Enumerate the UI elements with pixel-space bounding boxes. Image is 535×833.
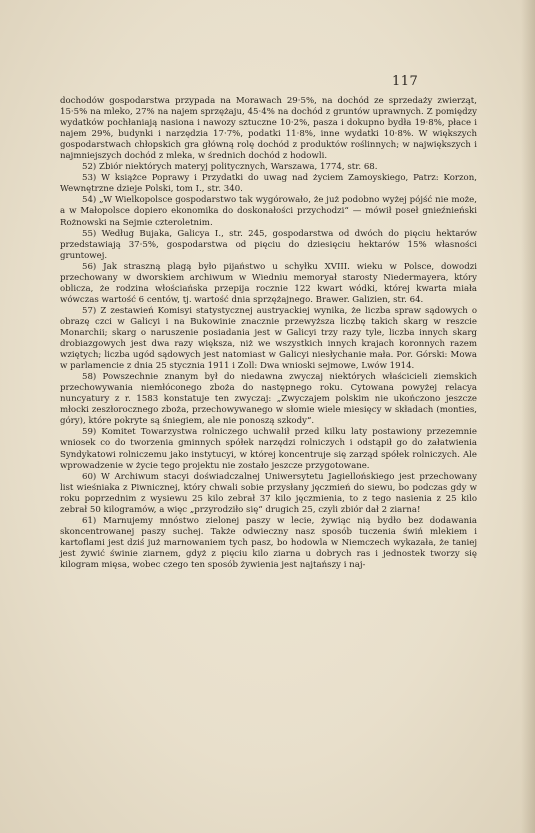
paragraph: dochodów gospodarstwa przypada na Morawach 29·5%, na dochód ze sprzedaży zwierząt, 15·5% na mleko, 27% na najem sprzężaju, 45·4% na dochód z gruntów uprawnych. Z pomiędzy wydatków pochłaniają nasiona i nawozy sztuczne 10·2%, pasza i dokupno bydła 19·8%, płace i najem 29%, budynki i narzędzia 17·7%, podatki 11·8%, inne wydatki 10·8%. W większych gospodarstwach chłopskich gra główną rolę dochód z produktów roślinnych; w największych i najmniejszych dochód z mleka, w średnich dochód z hodowli. xyxy=(60,96,477,162)
footnote-56: 56) Jak straszną plagą było pijaństwo u schyłku XVIII. wieku w Polsce, dowodzi przechowany w dworskiem archiwum w Wiedniu memoryał starosty Niedermayera, który oblicza, że rodzina włościańska przepija rocznie 122 kwart wódki, której kwarta miała wówczas wartość 6 centów, tj. wartość dnia sprzężajnego. Brawer. Galizien, str. 64. xyxy=(60,261,477,305)
footnote-52: 52) Zbiór niektórych materyj politycznych, Warszawa, 1774, str. 68. xyxy=(82,162,378,173)
page-number: 117 xyxy=(392,74,419,89)
footnote-58: 58) Powszechnie znanym był do niedawna zwyczaj niektórych właścicieli ziemskich przechowywania niemłóconego zboża do następnego roku. Cytowana powyżej relacya nuncyatury z r. 1583 konstatuje ten zwyczaj: „Zwyczajem polskim nie ukończono jeszcze młocki zeszłorocznego zboża, przechowywanego w słomie wiele miesięcy w składach (monties, góry), które pokryte są śniegiem, ale nie ponoszą szkody“. xyxy=(60,372,477,427)
footnote-59: 59) Komitet Towarzystwa rolniczego uchwalił przed kilku laty postawiony przezemnie wniosek co do tworzenia gminnych spółek narzędzi rolniczych i odstąpił go do załatwienia Syndykatowi rolniczemu jako instytucyi, w której koncentruje się zarząd spółek rolniczych. Ale wprowadzenie w życie tego projektu nie zostało jeszcze przygotowane. xyxy=(60,427,477,471)
footnote-53: 53) W książce Poprawy i Przydatki do uwag nad życiem Zamoyskiego, Patrz: Korzon, Wewnętrzne dzieje Polski, tom I., str. 340. xyxy=(60,173,477,195)
footnote-55: 55) Według Bujaka, Galicya I., str. 245, gospodarstwa od dwóch do pięciu hektarów przedstawiają 37·5%, gospodarstwa od pięciu do dziesięciu hektarów 15% własności gruntowej. xyxy=(60,228,477,261)
footnote-54: 54) „W Wielkopolsce gospodarstwo tak wygórowało, że już podobno wyżej pójść nie może, a w Małopolsce dopiero ekonomika do doskonałości przychodzi“ — mówił poseł gnieźnieński Rożnowski na Sejmie czteroletnim. xyxy=(60,195,477,228)
footnotes-text xyxy=(60,96,477,571)
footnote-60: 60) W Archiwum stacyi doświadczalnej Uniwersytetu Jagiellońskiego jest przechowany list wieśniaka z Piwnicznej, który chwali sobie przysłany jęczmień do siewu, bo podczas gdy w roku poprzednim z wysiewu 25 kilo zebrał 37 kilo jęczmienia, to z tego nasienia z 25 kilo zebrał 50 kilogramów, a więc „przyrodziło się“ drugich 25, czyli zbiór dał 2 ziarna! xyxy=(60,471,477,515)
footnote-57: 57) Z zestawień Komisyi statystycznej austryackiej wynika, że liczba spraw sądowych o obrazę czci w Galicyi i na Bukowinie znacznie przewyższa liczbę takich skarg w reszcie Monarchii; skarg o naruszenie posiadania jest w Galicyi trzy razy tyle, liczba innych skarg drobiazgowych jest dwa razy większa, niż we wszystkich innych krajach koronnych razem wziętych; liczba ugód sądowych jest natomiast w Galicyi niesłychanie mała. Por. Górski: Mowa w parlamencie z dnia 25 stycznia 1911 i Zoll: Dwa wnioski sejmowe, Lwów 1914. xyxy=(60,305,477,372)
page-edge-shadow xyxy=(521,0,535,833)
footnote-61: 61) Marnujemy mnóstwo zielonej paszy w lecie, żywiąc nią bydło bez dodawania skoncentrowanej paszy suchej. Także odwieczny nasz sposób tuczenia świń mlekiem i kartoflami jest dziś już marnowaniem tych pasz, bo hodowla w Niemczech wykazała, że taniej jest żywić świnie ziarnem, gdyż z pięciu kilo ziarna u dobrych ras i jednostek tworzy się kilogram mięsa, wobec czego ten sposób żywienia jest najtańszy i naj- xyxy=(60,515,477,570)
